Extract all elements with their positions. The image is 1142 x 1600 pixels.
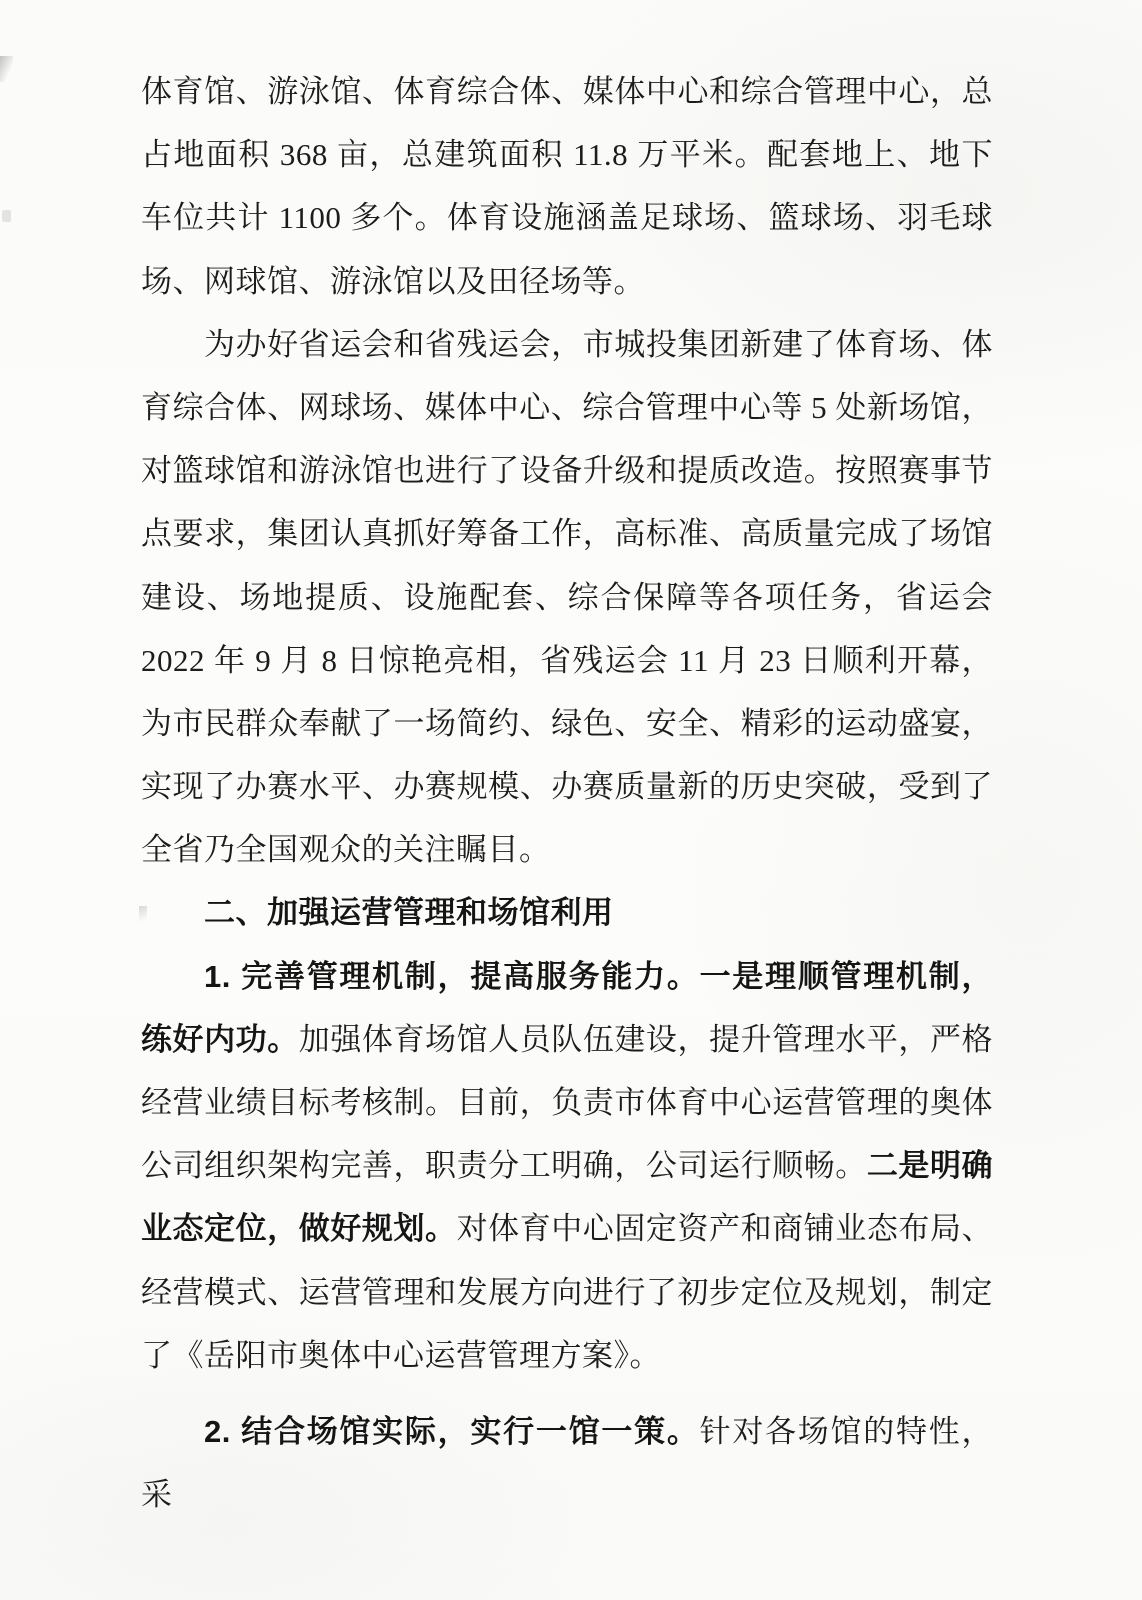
text-line — [141, 1134, 993, 1197]
text-line — [141, 945, 993, 1008]
text-line — [141, 692, 993, 755]
text-line — [141, 502, 993, 565]
text-line — [141, 1008, 993, 1071]
text-run: 场、网球馆、游泳馆以及田径场等。 — [141, 263, 645, 299]
scan-artifact — [2, 210, 11, 222]
text-run: 经营业绩目标考核制。目前，负责市体育中心运营管理的奥体 — [141, 1085, 993, 1120]
bold-run: 2. 结合场馆实际，实行一馆一策。 — [204, 1413, 700, 1449]
text-line — [141, 376, 993, 439]
text-line — [141, 313, 993, 376]
text-line — [141, 250, 993, 313]
text-run: 针对各场馆的特性，采 — [141, 1413, 994, 1513]
text-run: 车位共计 1100 多个。体育设施涵盖足球场、篮球场、羽毛球 — [141, 200, 993, 236]
text-line — [141, 755, 993, 818]
text-line — [141, 1197, 993, 1260]
text-run: 了《岳阳市奥体中心运营管理方案》。 — [141, 1337, 661, 1373]
text-run: 体育馆、游泳馆、体育综合体、媒体中心和综合管理中心，总 — [141, 74, 993, 109]
text-run: 全省乃全国观众的关注瞩目。 — [141, 832, 551, 868]
text-line — [141, 629, 993, 692]
text-line — [141, 123, 993, 186]
text-line — [141, 1400, 994, 1513]
text-run: 占地面积 368 亩，总建筑面积 11.8 万平米。配套地上、地下 — [141, 137, 993, 173]
text-line — [141, 1324, 993, 1387]
bold-run: 1. 完善管理机制，提高服务能力。一是理顺管理机制， — [204, 958, 993, 994]
text-run: 育综合体、网球场、媒体中心、综合管理中心等 5 处新场馆， — [141, 389, 993, 425]
text-line — [141, 1071, 993, 1134]
bold-run: 二、加强运营管理和场馆利用 — [204, 895, 614, 931]
text-line — [141, 60, 993, 123]
text-run: 实现了办赛水平、办赛规模、办赛质量新的历史突破，受到了 — [141, 769, 993, 805]
text-run: 建设、场地提质、设施配套、综合保障等各项任务，省运会 — [141, 579, 993, 615]
text-run: 对体育中心固定资产和商铺业态布局、 — [456, 1211, 993, 1247]
text-run: 2022 年 9 月 8 日惊艳亮相，省残运会 11 月 23 日顺利开幕， — [141, 642, 993, 678]
text-line — [141, 1261, 993, 1324]
text-line — [141, 566, 993, 629]
text-run: 加强体育场馆人员队伍建设，提升管理水平，严格 — [298, 1021, 994, 1057]
text-run: 点要求，集团认真抓好筹备工作，高标准、高质量完成了场馆 — [141, 516, 993, 552]
scan-artifact — [0, 56, 13, 82]
text-run: 经营模式、运营管理和发展方向进行了初步定位及规划，制定 — [141, 1274, 993, 1310]
text-run: 公司组织架构完善，职责分工明确，公司运行顺畅。 — [141, 1148, 867, 1184]
text-line — [141, 818, 993, 881]
section-heading — [141, 881, 993, 944]
bold-run: 二是明确 — [866, 1148, 994, 1184]
bold-run: 练好内功。 — [141, 1021, 299, 1057]
text-run: 为办好省运会和省残运会，市城投集团新建了体育场、体 — [204, 326, 993, 362]
text-run: 为市民群众奉献了一场简约、绿色、安全、精彩的运动盛宴， — [141, 705, 993, 741]
text-run: 对篮球馆和游泳馆也进行了设备升级和提质改造。按照赛事节 — [141, 453, 993, 489]
text-line — [141, 439, 993, 502]
bold-run: 业态定位，做好规划。 — [141, 1211, 457, 1247]
text-line — [141, 186, 993, 249]
document-body — [141, 60, 994, 1513]
